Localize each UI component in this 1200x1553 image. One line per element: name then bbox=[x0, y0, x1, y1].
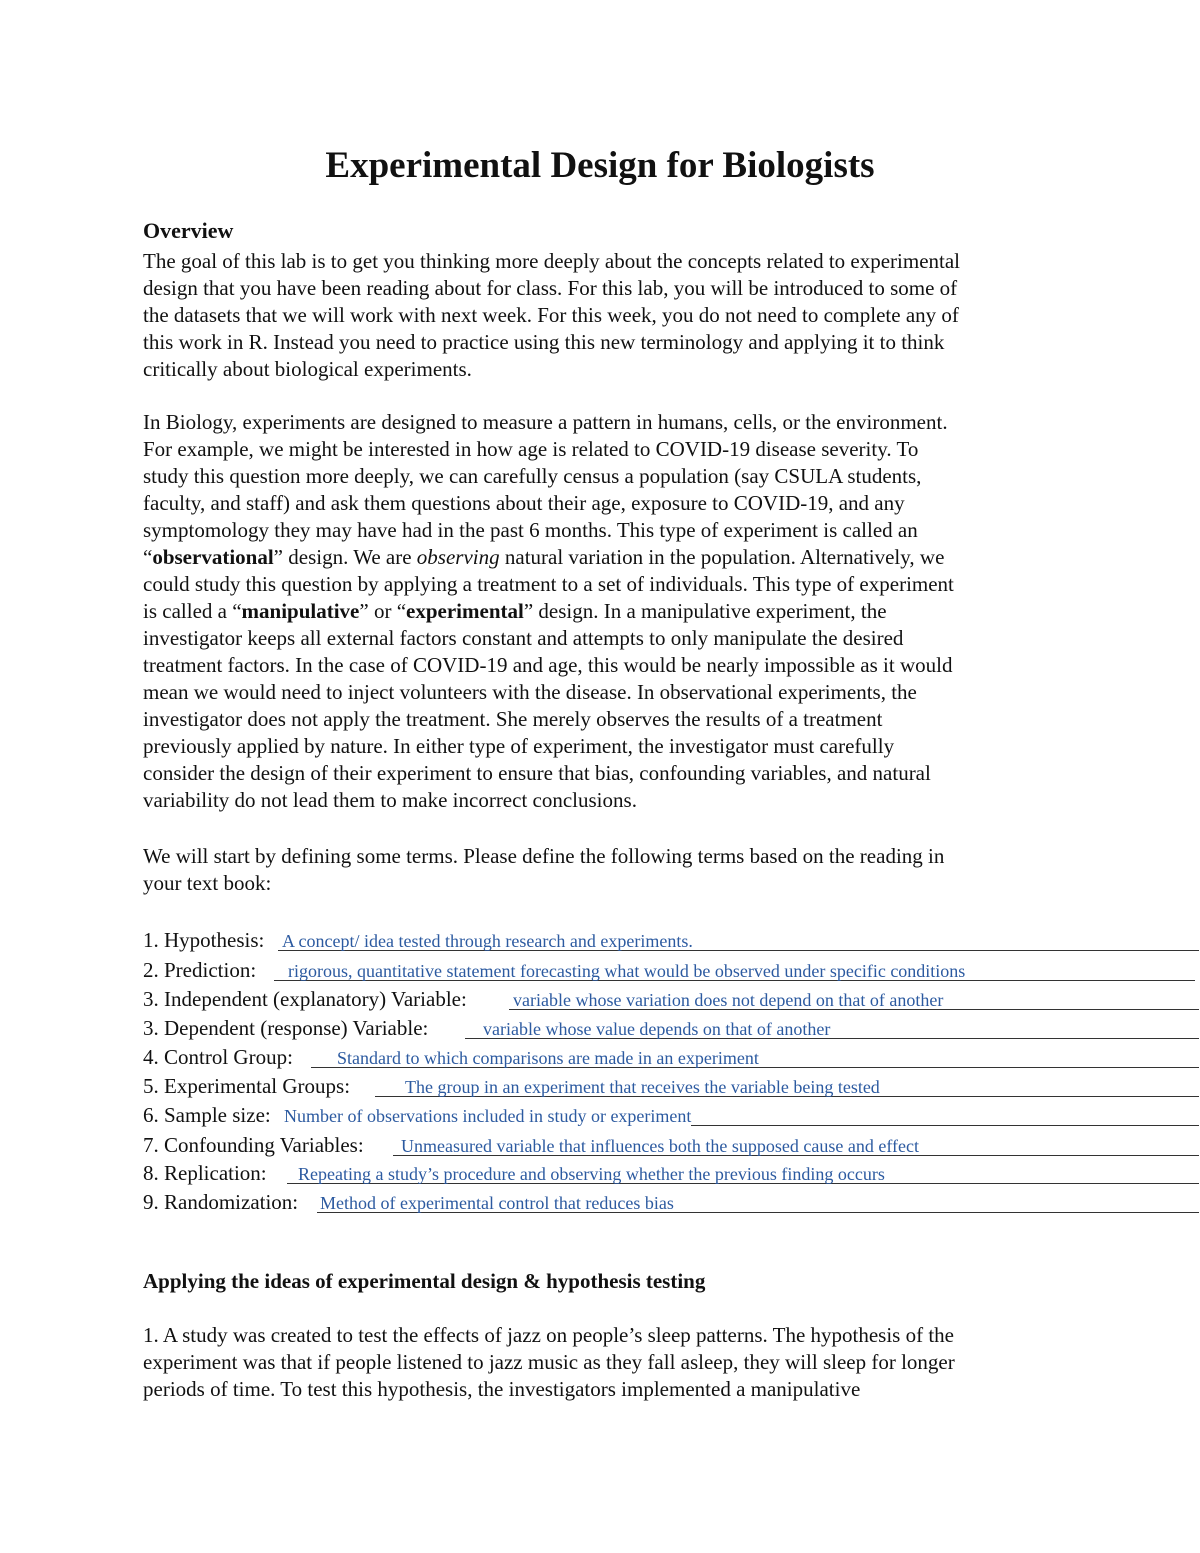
definition-answer[interactable]: Number of observations included in study or experiment bbox=[282, 1102, 691, 1130]
definition-answer[interactable]: Method of experimental control that reduces bias bbox=[320, 1193, 674, 1213]
text-line: treatment factors. In the case of COVID-19 and age, this would be nearly impossible as it would bbox=[143, 653, 953, 677]
definition-answer[interactable]: variable whose value depends on that of another bbox=[483, 1019, 831, 1039]
definition-answer[interactable]: Standard to which comparisons are made in an experiment bbox=[337, 1048, 759, 1068]
text-fragment: ” design. In a manipulative experiment, the bbox=[523, 599, 887, 623]
text-line: consider the design of their experiment to ensure that bias, confounding variables, and natural bbox=[143, 761, 931, 785]
text-line: experiment was that if people listened to jazz music as they fall asleep, they will sleep for longer bbox=[143, 1350, 955, 1374]
text-line: 1. A study was created to test the effects of jazz on people’s sleep patterns. The hypothesis of the bbox=[143, 1323, 955, 1347]
text-line: critically about biological experiments. bbox=[143, 357, 472, 381]
text-line: investigator keeps all external factors constant and attempts to only manipulate the desired bbox=[143, 626, 904, 650]
definition-answer[interactable]: Unmeasured variable that influences both the supposed cause and effect bbox=[401, 1136, 919, 1156]
question-1 bbox=[143, 1322, 1063, 1403]
text-line: variability do not lead them to make incorrect conclusions. bbox=[143, 788, 637, 812]
definition-label: 5. Experimental Groups: bbox=[143, 1074, 351, 1098]
definition-answer[interactable]: A concept/ idea tested through research and experiments. bbox=[282, 931, 693, 951]
text-fragment: ” design. We are bbox=[273, 545, 417, 569]
applying-heading: Applying the ideas of experimental design & hypothesis testing bbox=[143, 1269, 706, 1293]
text-line: The goal of this lab is to get you thinking more deeply about the concepts related to experimental bbox=[143, 249, 961, 273]
definition-label: 7. Confounding Variables: bbox=[143, 1133, 364, 1157]
definition-answer[interactable]: The group in an experiment that receives the variable being tested bbox=[405, 1077, 880, 1097]
term-observational: observational bbox=[152, 545, 274, 569]
text-line: faculty, and staff) and ask them questions about their age, exposure to COVID-19, and any bbox=[143, 491, 905, 515]
text-line: could study this question by applying a treatment to a set of individuals. This type of experiment bbox=[143, 572, 954, 596]
definition-label: 1. Hypothesis: bbox=[143, 928, 265, 952]
term-manipulative: manipulative bbox=[241, 599, 360, 623]
text-line: your text book: bbox=[143, 871, 272, 895]
text-line: this work in R. Instead you need to practice using this new terminology and applying it to think bbox=[143, 330, 945, 354]
text-line bbox=[143, 598, 1063, 625]
definition-answer[interactable]: variable whose variation does not depend on that of another bbox=[513, 990, 944, 1010]
definition-label: 3. Dependent (response) Variable: bbox=[143, 1016, 429, 1040]
text-fragment: “ bbox=[143, 545, 153, 569]
definition-label: 4. Control Group: bbox=[143, 1045, 293, 1069]
biology-paragraph bbox=[143, 409, 1063, 814]
definition-label: 6. Sample size: bbox=[143, 1103, 271, 1127]
text-fragment: ” or “ bbox=[359, 599, 407, 623]
document-title: Experimental Design for Biologists bbox=[325, 145, 875, 186]
overview-paragraph bbox=[143, 248, 1063, 383]
term-observing: observing bbox=[416, 545, 500, 569]
definition-label: 8. Replication: bbox=[143, 1161, 267, 1185]
text-line: symptomology they may have had in the past 6 months. This type of experiment is called an bbox=[143, 518, 918, 542]
text-line: previously applied by nature. In either type of experiment, the investigator must carefully bbox=[143, 734, 895, 758]
definition-label: 2. Prediction: bbox=[143, 958, 257, 982]
definition-label: 9. Randomization: bbox=[143, 1190, 299, 1214]
text-line: study this question more deeply, we can carefully census a population (say CSULA students, bbox=[143, 464, 922, 488]
text-line: the datasets that we will work with next week. For this week, you do not need to complete any of bbox=[143, 303, 959, 327]
definition-answer[interactable]: rigorous, quantitative statement forecasting what would be observed under specific conditions bbox=[288, 961, 966, 981]
text-line bbox=[143, 544, 1063, 571]
text-line: design that you have been reading about for class. For this lab, you will be introduced to some of bbox=[143, 276, 958, 300]
text-fragment: is called a “ bbox=[143, 599, 242, 623]
text-fragment: natural variation in the population. Alternatively, we bbox=[499, 545, 945, 569]
definition-answer[interactable]: Repeating a study’s procedure and observing whether the previous finding occurs bbox=[298, 1164, 885, 1184]
definition-label: 3. Independent (explanatory) Variable: bbox=[143, 987, 467, 1011]
text-line: For example, we might be interested in how age is related to COVID-19 disease severity. To bbox=[143, 437, 919, 461]
overview-heading: Overview bbox=[143, 218, 234, 243]
text-line: We will start by defining some terms. Please define the following terms based on the reading in bbox=[143, 844, 945, 868]
terms-intro bbox=[143, 843, 1063, 897]
term-experimental: experimental bbox=[406, 599, 524, 623]
text-line: investigator does not apply the treatment. She merely observes the results of a treatment bbox=[143, 707, 883, 731]
text-line: periods of time. To test this hypothesis, the investigators implemented a manipulative bbox=[143, 1377, 861, 1401]
text-line: mean we would need to inject volunteers with the disease. In observational experiments, the bbox=[143, 680, 917, 704]
text-line: In Biology, experiments are designed to measure a pattern in humans, cells, or the environment. bbox=[143, 410, 948, 434]
